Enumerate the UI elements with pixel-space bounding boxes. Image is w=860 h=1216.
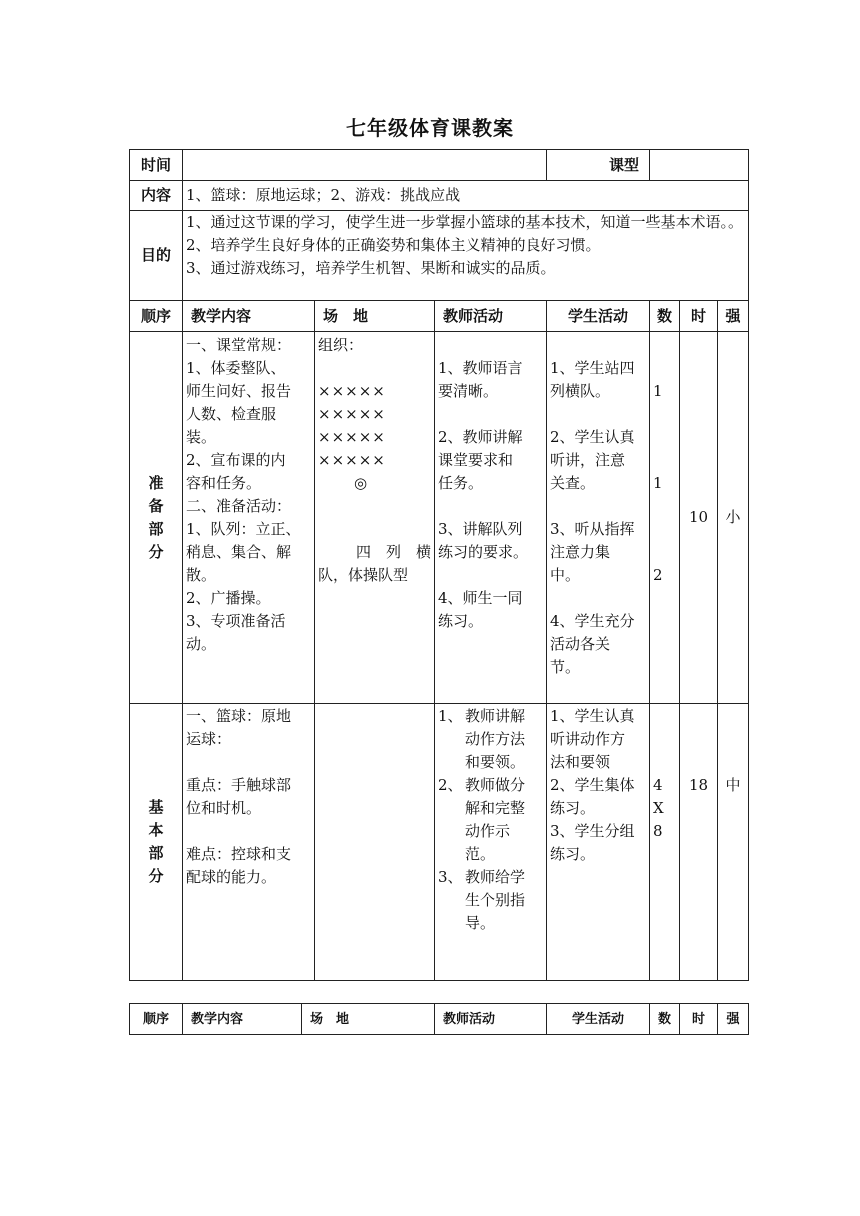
- time-label: 时间: [130, 150, 183, 181]
- content-value: 1、篮球：原地运球；2、游戏：挑战应战: [183, 181, 749, 211]
- goal-item-1: 1、通过这节课的学习，使学生进一步掌握小篮球的基本技术，知道一些基本术语。。: [186, 213, 744, 231]
- goal-item-2: 2、培养学生良好身体的正确姿势和集体主义精神的良好习惯。: [186, 236, 601, 254]
- col-count: 数: [650, 1004, 680, 1035]
- page-title: 七年级体育课教案: [346, 116, 514, 140]
- formation-row: ×××××: [318, 428, 386, 446]
- content-row: [130, 181, 749, 211]
- section-preparation: [130, 332, 749, 704]
- col-teacher: 教师活动: [435, 1004, 547, 1035]
- col-time: 时: [680, 1004, 718, 1035]
- content-label: 内容: [130, 181, 183, 211]
- type-label: 课型: [547, 150, 650, 181]
- teacher-step-2: 2、 教师做分 解和完整 动作示 范。: [438, 776, 526, 863]
- time-row: [130, 150, 749, 181]
- section-name: 基 本 部 分: [130, 704, 183, 981]
- section-student: 1、学生认真 听讲动作方 法和要领 2、学生集体 练习。 3、学生分组 练习。: [547, 704, 650, 981]
- col-intensity: 强: [718, 1004, 749, 1035]
- col-count: 数: [650, 301, 680, 332]
- col-student: 学生活动: [547, 301, 650, 332]
- continuation-table: [129, 1003, 749, 1035]
- formation-row: ×××××: [318, 405, 386, 423]
- section-teacher: [435, 704, 547, 981]
- section-intensity: 中: [718, 704, 749, 981]
- col-teacher: 教师活动: [435, 301, 547, 332]
- col-order: 顺序: [130, 301, 183, 332]
- col-venue: 场 地: [302, 1004, 435, 1035]
- goal-item-3: 3、通过游戏练习，培养学生机智、果断和诚实的品质。: [186, 259, 556, 277]
- goal-row: [130, 211, 749, 301]
- type-value: [650, 150, 749, 181]
- col-intensity: 强: [718, 301, 749, 332]
- teacher-position-icon: ◎: [354, 474, 368, 492]
- teacher-step-3: 3、 教师给学 生个别指 导。: [438, 868, 526, 932]
- section-venue: 组织： ××××× ××××× ××××× ××××× ◎ 四 列 横 队，体操队型: [315, 332, 435, 704]
- section-count: 1 1 2: [650, 332, 680, 704]
- goal-list: [183, 211, 749, 301]
- column-header-row: [130, 301, 749, 332]
- goal-label: 目的: [130, 211, 183, 301]
- col-content: 教学内容: [183, 1004, 302, 1035]
- section-time: 18: [680, 704, 718, 981]
- lesson-plan-table: [129, 149, 749, 981]
- formation-row: ×××××: [318, 382, 386, 400]
- col-venue: 场 地: [315, 301, 435, 332]
- footer-header-row: [130, 1004, 749, 1035]
- section-name: 准 备 部 分: [130, 332, 183, 704]
- section-student: 1、学生站四 列横队。 2、学生认真 听讲，注意 关查。 3、听从指挥 注意力集 中。 4、学生充分 活动各关 节。: [547, 332, 650, 704]
- col-order: 顺序: [130, 1004, 183, 1035]
- col-time: 时: [680, 301, 718, 332]
- section-content: 一、课堂常规： 1、体委整队、 师生问好、报告 人数、检查服 装。 2、宣布课的内 容和任务。 二、准备活动： 1、队列：立正、 稍息、集合、解 散。 2、广播操。 3、专项准备活 动。: [183, 332, 315, 704]
- formation-row: ×××××: [318, 451, 386, 469]
- col-student: 学生活动: [547, 1004, 650, 1035]
- section-time: 10: [680, 332, 718, 704]
- section-count: 4 X 8: [650, 704, 680, 981]
- section-teacher: 1、教师语言 要清晰。 2、教师讲解 课堂要求和 任务。 3、讲解队列 练习的要求。 4、师生一同 练习。: [435, 332, 547, 704]
- col-content: 教学内容: [183, 301, 315, 332]
- time-value: [183, 150, 547, 181]
- section-content: 一、篮球：原地 运球： 重点：手触球部 位和时机。 难点：控球和支 配球的能力。: [183, 704, 315, 981]
- section-basic: [130, 704, 749, 981]
- teacher-step-1: 1、 教师讲解 动作方法 和要领。: [438, 707, 526, 771]
- section-venue: [315, 704, 435, 981]
- section-intensity: 小: [718, 332, 749, 704]
